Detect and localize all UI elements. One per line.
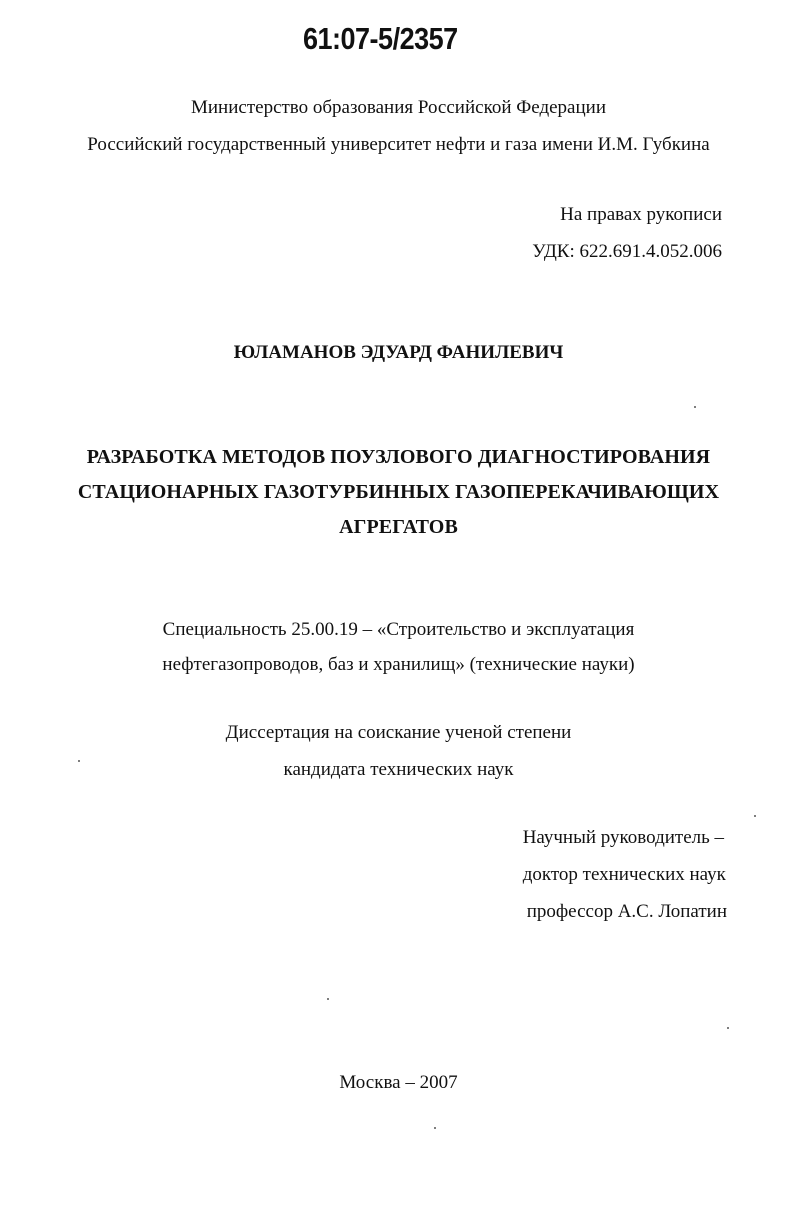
scan-speck — [78, 760, 80, 762]
title-line-2: СТАЦИОНАРНЫХ ГАЗОТУРБИННЫХ ГАЗОПЕРЕКАЧИВАЮЩИХ — [77, 481, 720, 503]
scan-speck — [754, 815, 756, 817]
supervisor-label: Научный руководитель – — [522, 827, 725, 848]
specialty-line-1: Специальность 25.00.19 – «Строительство и эксплуатация — [162, 619, 635, 640]
manuscript-rights-label: На правах рукописи — [560, 204, 722, 225]
scan-speck — [434, 1127, 436, 1129]
supervisor-name: профессор А.С. Лопатин — [526, 901, 727, 922]
author-name: ЮЛАМАНОВ ЭДУАРД ФАНИЛЕВИЧ — [233, 342, 564, 363]
dissertation-line-1: Диссертация на соискание ученой степени — [225, 722, 572, 743]
dissertation-title — [0, 440, 797, 545]
specialty-line-2: нефтегазопроводов, баз и хранилищ» (технические науки) — [162, 654, 635, 675]
city-year: Москва – 2007 — [339, 1072, 458, 1093]
archive-stamp-number: 61:07-5/2357 — [303, 22, 458, 56]
title-line-1: РАЗРАБОТКА МЕТОДОВ ПОУЗЛОВОГО ДИАГНОСТИРОВАНИЯ — [86, 446, 711, 468]
supervisor-block — [523, 819, 727, 930]
scan-speck — [327, 998, 329, 1000]
scan-speck — [694, 406, 696, 408]
supervisor-degree: доктор технических наук — [522, 864, 726, 885]
dissertation-line-2: кандидата технических наук — [283, 759, 514, 780]
university-line: Российский государственный университет нефти и газа имени И.М. Губкина — [87, 134, 710, 155]
rights-block — [532, 196, 722, 270]
scan-speck — [727, 1027, 729, 1029]
title-line-3: АГРЕГАТОВ — [339, 516, 458, 538]
udk-code: УДК: 622.691.4.052.006 — [532, 241, 722, 262]
ministry-line: Министерство образования Российской Федерации — [191, 97, 606, 118]
